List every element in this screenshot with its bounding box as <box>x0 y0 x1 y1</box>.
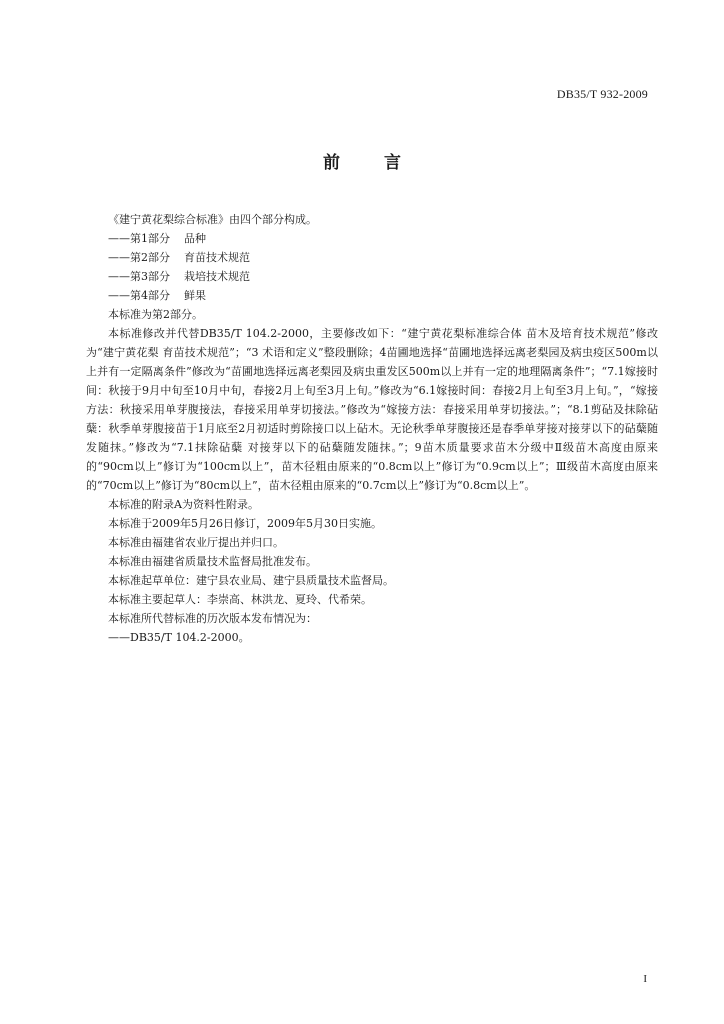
part-name: 栽培技术规范 <box>184 270 250 283</box>
title-char-1: 前 <box>323 153 340 173</box>
standard-code: DB35/T 932-2009 <box>556 87 648 101</box>
intro-paragraph: 《建宁黄花梨综合标准》由四个部分构成。 <box>108 213 317 226</box>
part-number: ——第2部分 <box>108 251 170 264</box>
part-name: 育苗技术规范 <box>184 251 250 264</box>
appendix-paragraph: 本标准的附录A为资料性附录。 <box>108 498 259 511</box>
part-number: ——第3部分 <box>108 270 170 283</box>
part-list-item <box>86 229 658 248</box>
dates-paragraph: 本标准于2009年5月26日修订，2009年5月30日实施。 <box>108 517 382 530</box>
approved-by-paragraph: 本标准由福建省质量技术监督局批准发布。 <box>108 555 317 568</box>
part-list-item <box>86 248 658 267</box>
part-list-item <box>86 267 658 286</box>
proposed-by-paragraph: 本标准由福建省农业厅提出并归口。 <box>108 536 284 549</box>
part-number: ——第1部分 <box>108 232 170 245</box>
page-number: I <box>643 973 647 985</box>
history-item-paragraph: ——DB35/T 104.2-2000。 <box>108 631 250 644</box>
part-name: 鲜果 <box>184 289 206 302</box>
part-list-item <box>86 286 658 305</box>
page-title <box>0 148 724 173</box>
drafters-paragraph: 本标准主要起草人：李崇高、林洪龙、夏玲、代希荣。 <box>108 593 372 606</box>
revision-paragraph: 本标准修改并代替DB35/T 104.2-2000，主要修改如下：“建宁黄花梨标准综合体 苗木及培育技术规范”修改为“建宁黄花梨 育苗技术规范”；“3 术语和定义”整段删除；4苗圃地选择“苗圃地选择远离老梨园及病虫疫区500m以上并有一定隔离条件”修改为“苗圃地选择远离老梨园及病虫重发区500m以上并有一定的地理隔离条件”；“7.1嫁接时间：秋接于9月中旬至10月中旬，春接2月上旬至3月上旬。”修改为“6.1嫁接时间：春接2月上旬至3月上旬。”，“嫁接方法：秋接采用单芽腹接法，春接采用单芽切接法。”修改为“嫁接方法：春接采用单芽切接法。”；“8.1剪砧及抹除砧蘖：秋季单芽腹接苗于1月底至2月初适时剪除接口以上砧木。无论秋季单芽腹接还是春季单芽接对接芽以下的砧蘖随发随抹。”修改为“7.1抹除砧蘖 对接芽以下的砧蘖随发随抹。”；9苗木质量要求苗木分级中Ⅱ级苗木高度由原来的“90cm以上”修订为“100cm以上”，苗木径粗由原来的“0.8cm以上”修订为“0.9cm以上”；Ⅲ级苗木高度由原来的“70cm以上”修订为“80cm以上”，苗木径粗由原来的“0.7cm以上”修订为“0.8cm以上”。 <box>86 327 658 492</box>
part-statement-paragraph: 本标准为第2部分。 <box>108 308 203 321</box>
part-number: ——第4部分 <box>108 289 170 302</box>
history-intro-paragraph: 本标准所代替标准的历次版本发布情况为： <box>108 612 317 625</box>
part-name: 品种 <box>184 232 206 245</box>
foreword-body <box>86 210 658 647</box>
drafting-units-paragraph: 本标准起草单位：建宁县农业局、建宁县质量技术监督局。 <box>108 574 394 587</box>
title-char-2: 言 <box>384 153 401 173</box>
